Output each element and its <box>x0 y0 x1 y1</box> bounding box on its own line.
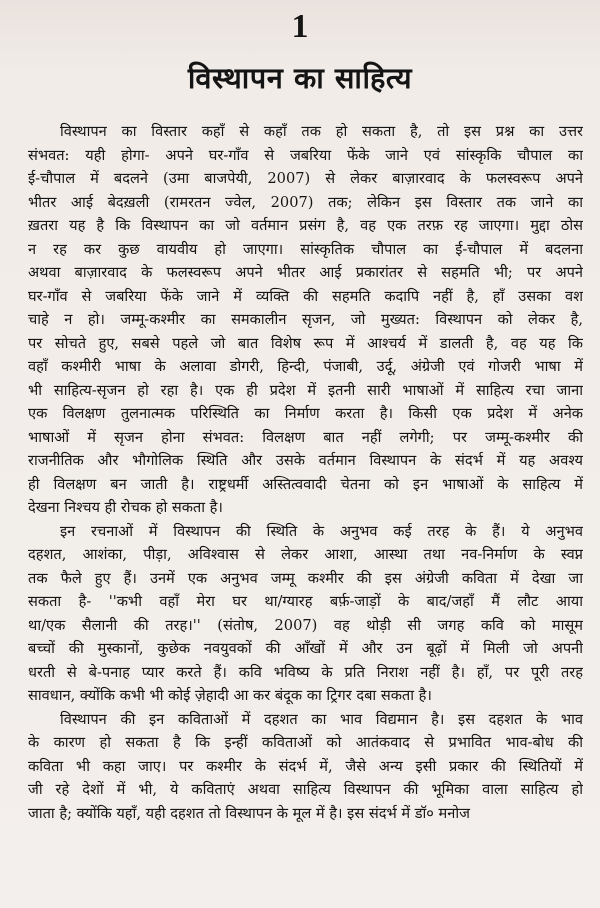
body-text <box>28 120 583 825</box>
text-line: विस्थापन का विस्तार कहाँ से कहाँ तक हो सकता है, तो इस प्रश्न का उत्तर <box>60 123 583 140</box>
text-line: ख़तरा यह है कि विस्थापन का जो वर्तमान प्रसंग है, वह एक तरफ़ रह जाएगा। मुद्दा ठोस <box>28 217 583 234</box>
text-line: न रह कर कुछ वायवीय हो जाएगा। सांस्कृतिक चौपाल का ई-चौपाल में बदलना <box>28 240 583 258</box>
text-line: था/एक सैलानी की तरह।'' (संतोष, 2007) वह थोड़ी सी जगह कवि को मासूम <box>28 616 583 634</box>
text-line: बच्चों की मुस्कानों, कुछेक नवयुवकों की आँखों में और उन बूढ़ों में मिली जो अपनी <box>28 640 583 657</box>
text-line: विस्थापन की इन कविताओं में दहशत का भाव विद्यमान है। इस दहशत के भाव <box>60 710 583 728</box>
text-line: ही विलक्षण बन जाती है। राष्ट्रधर्मी अस्तित्ववादी चेतना को इन भाषाओं के साहित्य में <box>28 475 583 493</box>
text-line: संभवत: यही होगा- अपने घर-गाँव से जबरिया फेंके जाने एवं सांस्कृकि चौपाल का <box>28 146 583 164</box>
text-line: ई-चौपाल में बदलने (उमा बाजपेयी, 2007) से लेकर बाज़ारवाद के फलस्वरूप अपने <box>28 170 583 187</box>
chapter-title: विस्थापन का साहित्य <box>187 61 413 95</box>
text-line: घर-गाँव से जबरिया फेंके जाने में व्यक्ति की सहमति कदापि नहीं है, हाँ उसका वश <box>28 287 583 305</box>
text-line: सकता है- ''कभी वहाँ मेरा घर था/ग्यारह बर्फ़-जाड़ों के बाद/जहाँ मैं लौट आया <box>28 593 583 610</box>
text-line: देखना निश्चय ही रोचक हो सकता है। <box>28 499 223 516</box>
text-line: धरती से बे-पनाह प्यार करते हैं। कवि भविष्य के प्रति निराश नहीं है। हाँ, पर पूरी तरह <box>28 663 583 681</box>
text-line: कविता भी कहा जाए। पर कश्मीर के संदर्भ में, जैसे अन्य इसी प्रकार की स्थितियों में <box>28 757 583 775</box>
text-line: जी रहे देशों में भी, ये कविताएं अथवा साहित्य विस्थापन की भूमिका वाला साहित्य हो <box>28 781 583 798</box>
text-line: भीतर आई बेदख़ली (रामरतन ज्वेल, 2007) तक; लेकिन इस विस्तार तक जाने का <box>28 193 583 211</box>
chapter-number: 1 <box>291 8 309 45</box>
text-line: भी साहित्य-सृजन हो रहा है। एक ही प्रदेश में इतनी सारी भाषाओं में साहित्य रचा जाना <box>28 381 583 399</box>
text-line: वहाँ कश्मीरी भाषा के अलावा डोगरी, हिन्दी, पंजाबी, उर्दू, अंग्रेजी एवं गोजरी भाषा में <box>28 358 583 375</box>
text-line: दहशत, आशंका, पीड़ा, अविश्वास से लेकर आशा, आस्था तथा नव-निर्माण के स्वप्न <box>28 546 583 563</box>
text-line: एक विलक्षण तुलनात्मक परिस्थिति का निर्माण करता है। किसी एक प्रदेश में अनेक <box>28 405 583 422</box>
text-line: चाहे न हो। जम्मू-कश्मीर का समकालीन सृजन, जो मुख्यत: विस्थापन को लेकर है, <box>28 311 583 328</box>
text-line: तक फैले हुए हैं। उनमें एक अनुभव जम्मू कश्मीर की इस अंग्रेजी कविता में देखा जा <box>28 569 583 587</box>
text-line: सावधान, क्योंकि कभी भी कोई ज़ेहादी आ कर बंदूक का ट्रिगर दबा सकता है। <box>28 687 432 704</box>
text-line: इन रचनाओं में विस्थापन की स्थिति के अनुभव कई तरह के हैं। ये अनुभव <box>60 522 583 540</box>
text-line: के कारण हो सकता है कि इन्हीं कविताओं को आतंकवाद से प्रभावित भाव-बोध की <box>28 734 583 751</box>
text-line: भाषाओं में सृजन होना संभवत: विलक्षण बात नहीं लगेगी; पर जम्मू-कश्मीर की <box>28 428 583 446</box>
text-line: पर सोचते हुए, सबसे पहले जो बात विशेष रूप में आश्चर्य में डालती है, वह यह कि <box>28 334 583 352</box>
text-line: अथवा बाज़ारवाद के फलस्वरूप अपने भीतर आई प्रकारांतर से सहमति भी; पर अपने <box>28 264 583 281</box>
text-line: राजनीतिक और भौगोलिक स्थिति और उसके वर्तमान विस्थापन के संदर्भ में यह अवश्य <box>28 452 583 469</box>
text-line: जाता है; क्योंकि यहाँ, यही दहशत तो विस्थापन के मूल में है। इस संदर्भ में डॉ० मनोज <box>28 804 470 822</box>
